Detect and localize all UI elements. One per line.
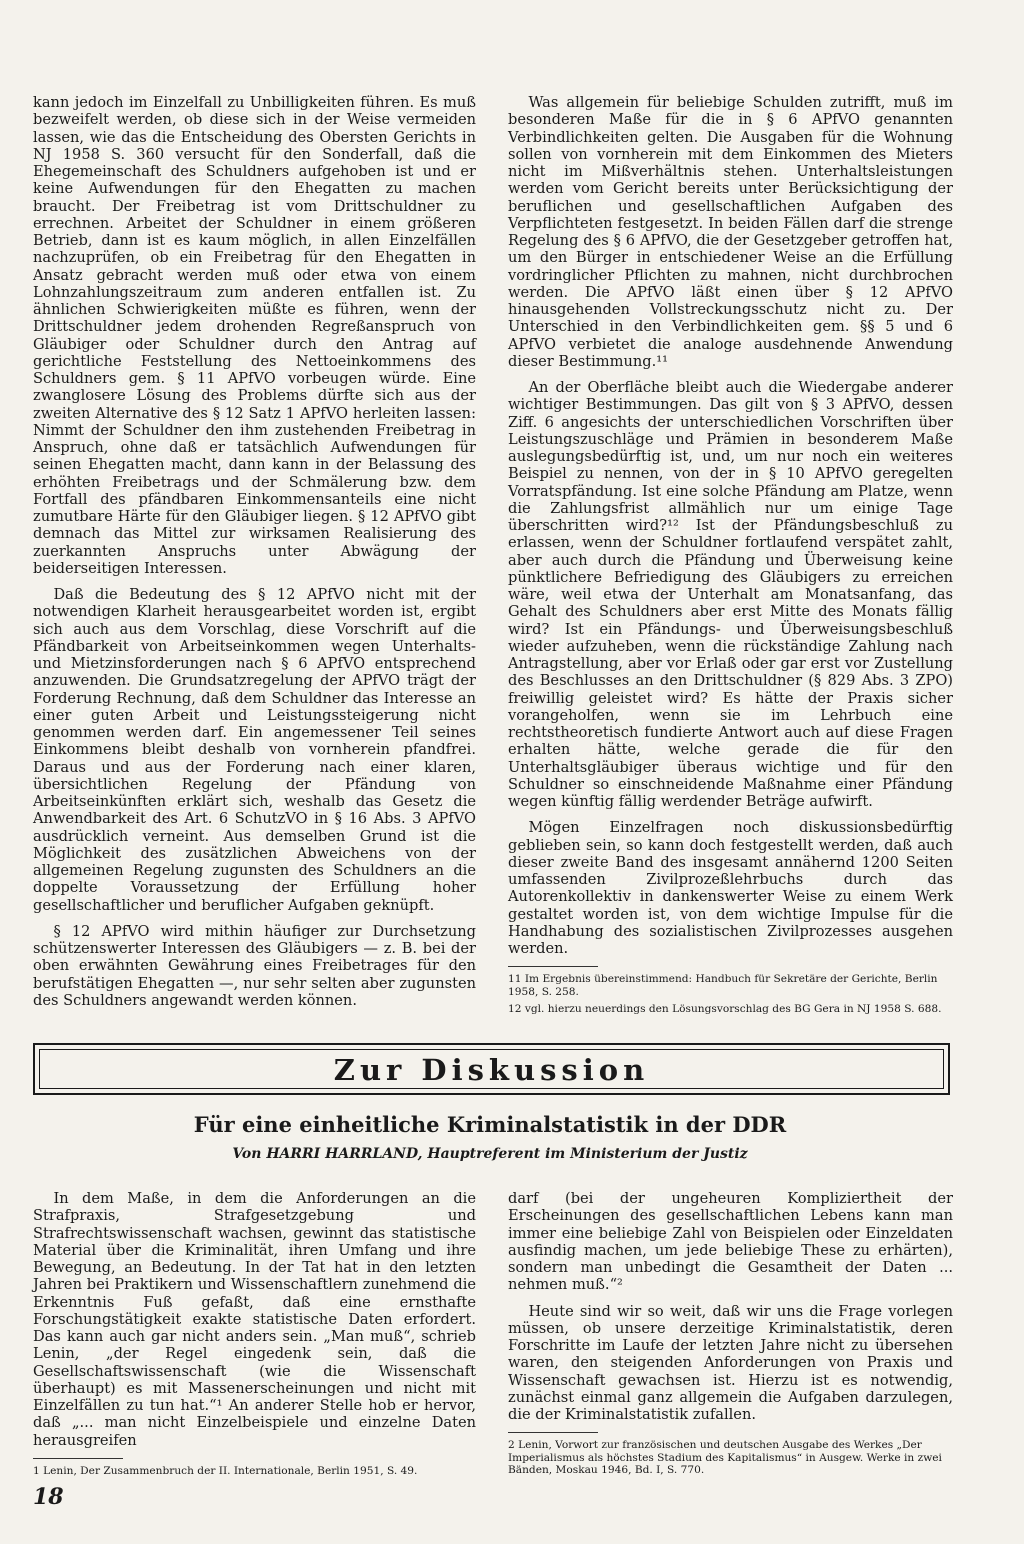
paragraph: kann jedoch im Einzelfall zu Unbilligkeiten führen. Es muß bezweifelt werden, ob diese sich in der Weise vermeiden lassen, wie das die Entscheidung des Obersten Gerichts in NJ 1958 S. 360 versucht für den Sonderfall, daß die Ehegemeinschaft des Schuldners aufgehoben ist und er keine Aufwendungen für den Ehegatten zu machen braucht. Der Freibetrag ist vom Drittschuldner zu errechnen. Arbeitet der Schuldner in einem größeren Betrieb, dann ist es kaum möglich, in allen Einzelfällen nachzuprüfen, ob ein Freibetrag für den Ehegatten in Ansatz gebracht werden muß oder etwa von einem Lohnzahlungszeitraum zum anderen entfallen ist. Zu ähnlichen Schwierigkeiten müßte es führen, wenn der Drittschuldner jedem drohenden Regreßanspruch von Gläubiger oder Schuldner durch den Antrag auf gerichtliche Feststellung des Nettoeinkommens des Schuldners gem. § 11 APfVO vorbeugen würde. Eine zwanglosere Lösung des Problems dürfte sich aus der zweiten Alternative des § 12 Satz 1 APfVO herleiten lassen: Nimmt der Schuldner den ihm zustehenden Freibetrag in Anspruch, ohne daß er tatsächlich Aufwendungen für seinen Ehegatten macht, dann kann in der Belassung des erhöhten Freibetrags und der Schmälerung bzw. dem Fortfall des pfändbaren Einkommensanteils eine nicht zumutbare Härte für den Gläubiger liegen. § 12 APfVO gibt demnach das Mittel zur wirksamen Realisierung des zuerkannten Anspruchs unter Abwägung der beiderseitigen Interessen. <box>33 94 476 577</box>
footnote-divider <box>508 1432 598 1433</box>
lower-left-column <box>33 1190 476 1482</box>
paragraph: § 12 APfVO wird mithin häufiger zur Durchsetzung schützenswerter Interessen des Gläubigers — z. B. bei der oben erwähnten Gewährung eines Freibetrages für den berufstätigen Ehegatten —, nur sehr selten aber zugunsten des Schuldners angewandt werden können. <box>33 922 476 1009</box>
paragraph: Was allgemein für beliebige Schulden zutrifft, muß im besonderen Maße für die in § 6 APfVO genannten Verbindlichkeiten gelten. Die Ausgaben für die Wohnung sollen von vornherein mit dem Einkommen des Mieters nicht im Mißverhältnis stehen. Unterhaltsleistungen werden vom Gericht bereits unter Berücksichtigung der beruflichen und gesellschaftlichen Aufgaben des Verpflichteten festgesetzt. In beiden Fällen darf die strenge Regelung des § 6 APfVO, die der Gesetzgeber getroffen hat, um den Bürger in entschiedener Weise an die Erfüllung vordringlicher Pflichten zu mahnen, nicht durchbrochen werden. Die APfVO läßt einen über § 12 APfVO hinausgehenden Vollstreckungsschutz nicht zu. Der Unterschied in den Verbindlichkeiten gem. §§ 5 und 6 APfVO verbietet die analoge ausdehnende Anwendung dieser Bestimmung.¹¹ <box>508 94 953 370</box>
paragraph: Mögen Einzelfragen noch diskussionsbedürftig geblieben sein, so kann doch festgestellt werden, daß auch dieser zweite Band des insgesamt annähernd 1200 Seiten umfassenden Zivilprozeßlehrbuchs durch das Autorenkollektiv in dankenswerter Weise zu einem Werk gestaltet worden ist, von dem wichtige Impulse für die Handhabung des sozialistischen Zivilprozesses ausgehen werden. <box>508 819 953 957</box>
paragraph: An der Oberfläche bleibt auch die Wiedergabe anderer wichtiger Bestimmungen. Das gilt von § 3 APfVO, dessen Ziff. 6 angesichts der unterschiedlichen Vorschriften über Leistungszuschläge und Prämien in besonderem Maße auslegungsbedürftig ist, und, um nur noch ein weiteres Beispiel zu nennen, von der in § 10 APfVO geregelten Vorratspfändung. Ist eine solche Pfändung am Platze, wenn die Zahlungsfrist allmählich nur um einige Tage überschritten wird?¹² Ist der Pfändungsbeschluß zu erlassen, wenn der Schuldner fortlaufend verspätet zahlt, aber auch durch die Pfändung und Überweisung keine pünktlichere Befriedigung des Gläubigers zu erreichen wäre, weil etwa der Unterhalt am Monatsanfang, das Gehalt des Schuldners aber erst Mitte des Monats fällig wird? Ist ein Pfändungs- und Überweisungsbeschluß wieder aufzuheben, wenn die rückständige Zahlung nach Antragstellung, aber vor Erlaß oder gar erst vor Zustellung des Beschlusses an den Drittschuldner (§ 829 Abs. 3 ZPO) freiwillig geleistet wird? Es hätte der Praxis sicher vorangeholfen, wenn sie im Lehrbuch eine rechtstheoretisch fundierte Antwort auch auf diese Fragen erhalten hätte, welche gerade die für den Unterhaltsgläubiger überaus wichtige und für den Schuldner so einschneidende Maßnahme einer Pfändung wegen künftig fällig werdender Beträge aufwirft. <box>508 379 953 810</box>
upper-left-column <box>33 94 476 1018</box>
footnote: 2 Lenin, Vorwort zur französischen und deutschen Ausgabe des Werkes „Der Imperialismus als höchstes Stadium des Kapitalismus“ in Ausgew. Werke in zwei Bänden, Moskau 1946, Bd. I, S. 770. <box>508 1439 942 1477</box>
footnote: 11 Im Ergebnis übereinstimmend: Handbuch für Sekretäre der Gerichte, Berlin 1958, S. 258. <box>508 973 938 998</box>
article-title: Für eine einheitliche Kriminalstatistik in der DDR <box>193 1112 787 1137</box>
footnote-divider <box>508 966 598 967</box>
paragraph: Heute sind wir so weit, daß wir uns die Frage vorlegen müssen, ob unsere derzeitige Kriminalstatistik, deren Forschritte im Laufe der letzten Jahre nicht zu übersehen waren, den steigenden Anforderungen von Praxis und Wissenschaft gewachsen ist. Hierzu ist es notwendig, zunächst einmal ganz allgemein die Aufgaben darzulegen, die der Kriminalstatistik zufallen. <box>508 1302 953 1423</box>
footnote: 1 Lenin, Der Zusammenbruch der II. Internationale, Berlin 1951, S. 49. <box>33 1464 418 1477</box>
section-title: Zur Diskussion <box>333 1053 650 1087</box>
footnote: 12 vgl. hierzu neuerdings den Lösungsvorschlag des BG Gera in NJ 1958 S. 688. <box>508 1003 942 1016</box>
paragraph: Daß die Bedeutung des § 12 APfVO nicht mit der notwendigen Klarheit herausgearbeitet worden ist, ergibt sich auch aus dem Vorschlag, diese Vorschrift auf die Pfändbarkeit von Arbeitseinkommen wegen Unterhalts- und Mietzinsforderungen nach § 6 APfVO entsprechend anzuwenden. Die Grundsatzregelung der APfVO trägt der Forderung Rechnung, daß dem Schuldner das Interesse an einer guten Arbeit und Leistungssteigerung nicht genommen werden darf. Ein angemessener Teil seines Einkommens bleibt deshalb von vornherein pfandfrei. Daraus und aus der Forderung nach einer klaren, übersichtlichen Regelung der Pfändung von Arbeitseinkünften erklärt sich, weshalb das Gesetz die Anwendbarkeit des Art. 6 SchutzVO in § 16 Abs. 3 APfVO ausdrücklich verneint. Aus demselben Grund ist die Möglichkeit des zusätzlichen Abweichens von der allgemeinen Regelung zugunsten des Schuldners an die doppelte Voraussetzung der Erfüllung hoher gesellschaftlicher und beruflicher Aufgaben geknüpft. <box>33 586 476 914</box>
upper-right-column <box>508 94 953 1021</box>
section-heading-box <box>33 1043 950 1095</box>
article-byline: Von HARRI HARRLAND, Hauptreferent im Ministerium der Justiz <box>232 1146 748 1162</box>
footnote-divider <box>33 1458 123 1459</box>
lower-right-column <box>508 1190 953 1482</box>
page-number: 18 <box>33 1484 64 1510</box>
paragraph: darf (bei der ungeheuren Kompliziertheit der Erscheinungen des gesellschaftlichen Lebens kann man immer eine beliebige Zahl von Beispielen oder Einzeldaten ausfindig machen, um jede beliebige These zu erhärten), sondern man unbedingt die Gesamtheit der Daten ... nehmen muß.“² <box>508 1190 953 1294</box>
paragraph: In dem Maße, in dem die Anforderungen an die Strafpraxis, Strafgesetzgebung und Strafrechtswissenschaft wachsen, gewinnt das statistische Material über die Kriminalität, ihren Umfang und ihre Bewegung, an Bedeutung. In der Tat hat in den letzten Jahren bei Praktikern und Wissenschaftlern zunehmend die Erkenntnis Fuß gefaßt, daß eine ernsthafte Forschungstätigkeit exakte statistische Daten erfordert. Das kann auch gar nicht anders sein. „Man muß“, schrieb Lenin, „der Regel eingedenk sein, daß die Gesellschaftswissenschaft (wie die Wissenschaft überhaupt) es mit Massenerscheinungen und nicht mit Einzelfällen zu tun hat.“¹ An anderer Stelle hob er hervor, daß „... man nicht Einzelbeispiele und einzelne Daten herausgreifen <box>33 1190 476 1449</box>
